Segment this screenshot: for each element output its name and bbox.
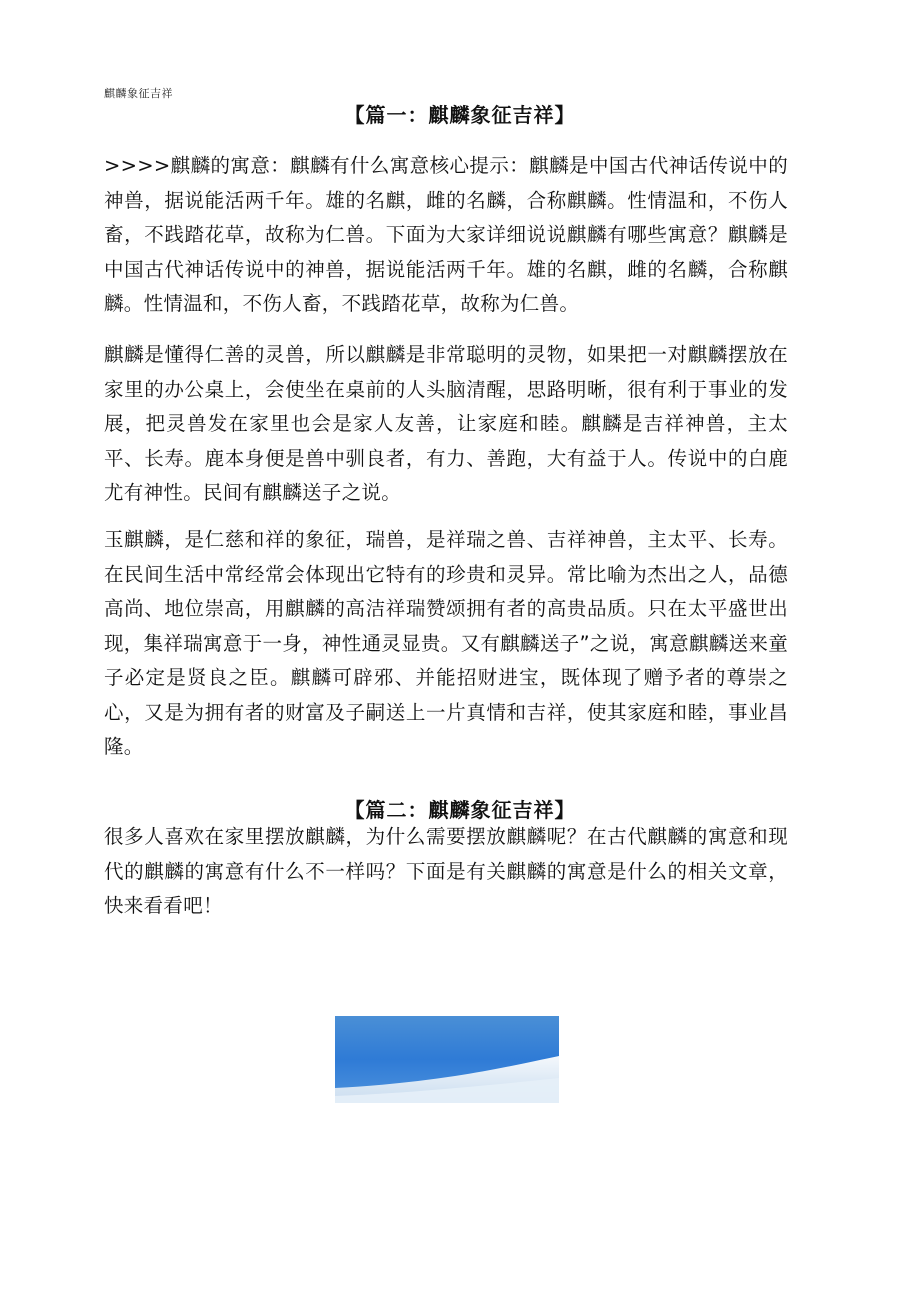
paragraph-3: 玉麒麟，是仁慈和祥的象征，瑞兽，是祥瑞之兽、吉祥神兽，主太平、长寿。在民间生活中常经常会体现出它特有的珍贵和灵异。常比喻为杰出之人，品德高尚、地位崇高，用麒麟的高洁祥瑞赞颂拥有者的高贵品质。只在太平盛世出现，集祥瑞寓意于一身，神性通灵显贵。又有麒麟送子”之说，寓意麒麟送来童子必定是贤良之臣。麒麟可辟邪、并能招财进宝，既体现了赠予者的尊崇之心，又是为拥有者的财富及子嗣送上一片真情和吉祥，使其家庭和睦，事业昌隆。 [104, 528, 788, 758]
section-title-2: 【篇二：麒麟象征吉祥】 [344, 798, 576, 822]
running-header: 麒麟象征吉祥 [104, 87, 173, 100]
section-title-1: 【篇一：麒麟象征吉祥】 [344, 103, 576, 127]
paragraph-4: 很多人喜欢在家里摆放麒麟，为什么需要摆放麒麟呢？在古代麒麟的寓意和现代的麒麟的寓意有什么不一样吗？下面是有关麒麟的寓意是什么的相关文章，快来看看吧！ [104, 825, 788, 917]
sky-image [335, 1016, 559, 1103]
sky-illustration [335, 1016, 559, 1103]
paragraph-2: 麒麟是懂得仁善的灵兽，所以麒麟是非常聪明的灵物，如果把一对麒麟摆放在家里的办公桌上，会使坐在桌前的人头脑清醒，思路明晰，很有利于事业的发展，把灵兽发在家里也会是家人友善，让家庭和睦。麒麟是吉祥神兽，主太平、长寿。鹿本身便是兽中驯良者，有力、善跑，大有益于人。传说中的白鹿尤有神性。民间有麒麟送子之说。 [104, 343, 788, 504]
paragraph-1: >>>>麒麟的寓意：麒麟有什么寓意核心提示：麒麟是中国古代神话传说中的神兽，据说能活两千年。雄的名麒，雌的名麟，合称麒麟。性情温和，不伤人畜，不践踏花草，故称为仁兽。下面为大家详细说说麒麟有哪些寓意？麒麟是中国古代神话传说中的神兽，据说能活两千年。雄的名麒，雌的名麟，合称麒麟。性情温和，不伤人畜，不践踏花草，故称为仁兽。 [104, 154, 788, 315]
